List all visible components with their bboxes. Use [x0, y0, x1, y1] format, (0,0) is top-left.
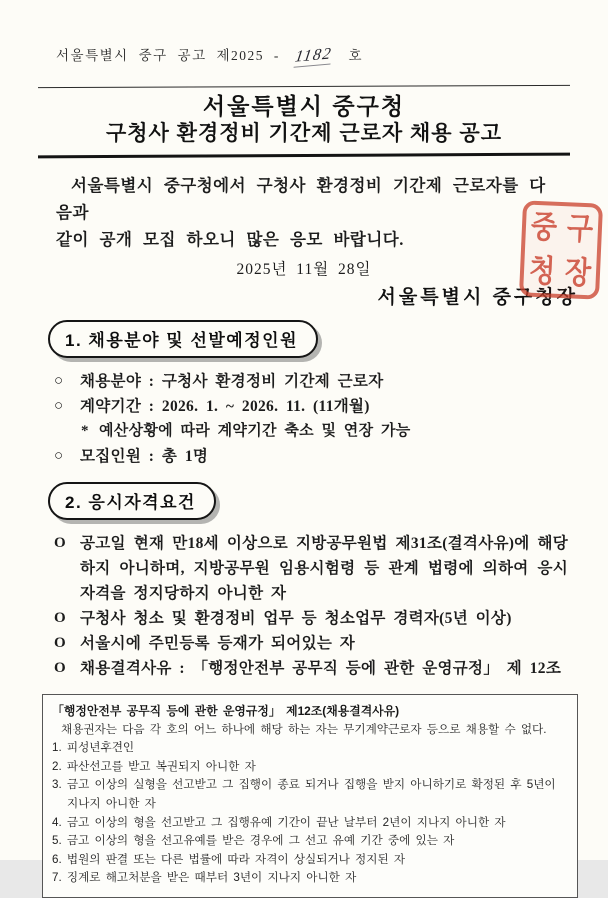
- circle-bullet-icon: O: [54, 660, 66, 676]
- notice-number-prefix: 서울특별시 중구 공고 제2025 -: [56, 48, 280, 63]
- list-subitem: [81, 419, 568, 444]
- circle-bullet-icon: ○: [54, 448, 64, 464]
- intro-line2: 같이 공개 모집 하오니 많은 응모 바랍니다.: [56, 230, 404, 249]
- list-item: [54, 394, 568, 419]
- issuer-signature: 서울특별시 중구청장: [377, 287, 578, 308]
- page-title-line1: 서울특별시 중구청: [202, 93, 406, 119]
- seal-char: 장: [564, 254, 592, 290]
- section2-heading: 2. 응시자격요건: [48, 482, 216, 520]
- seal-char: 청: [528, 252, 556, 289]
- top-rule: [38, 85, 570, 88]
- regulation-excerpt-box: [42, 694, 578, 898]
- bottom-rule: [38, 153, 570, 159]
- section1-heading: 1. 채용분야 및 선발예정인원: [48, 320, 318, 358]
- regulation-item: 6. 법원의 판결 또는 다른 법률에 따라 자격이 상실되거나 정지된 자: [52, 852, 406, 866]
- circle-bullet-icon: O: [54, 610, 66, 626]
- regulation-item: 5. 금고 이상의 형을 선고유예를 받은 경우에 그 선고 유예 기간 중에 있는 자: [52, 834, 455, 848]
- asterisk-bullet-icon: *: [81, 423, 89, 439]
- seal-char: 구: [566, 210, 594, 247]
- section2-list: [54, 531, 568, 681]
- intro-line1: 서울특별시 중구청에서 구청사 환경정비 기간제 근로자를 다음과: [56, 176, 546, 222]
- regulation-item: 1. 피성년후견인: [52, 741, 135, 755]
- regulation-intro: 채용권자는 다음 각 호의 어느 하나에 해당 하는 자는 무기계약근로자 등으로 채용할 수 없다.: [61, 722, 547, 736]
- circle-bullet-icon: ○: [54, 373, 64, 389]
- list-item-text: 계약기간 : 2026. 1. ~ 2026. 11. (11개월): [80, 398, 370, 415]
- seal-char: 중: [530, 208, 558, 245]
- notice-number-suffix: 호: [348, 48, 364, 63]
- list-item-text: 채용분야 : 구청사 환경정비 기간제 근로자: [80, 373, 384, 390]
- regulation-item: 2. 파산선고를 받고 복권되지 아니한 자: [52, 759, 256, 773]
- circle-bullet-icon: O: [54, 635, 66, 651]
- list-item: [54, 606, 568, 631]
- list-item-text: 모집인원 : 총 1명: [80, 448, 209, 465]
- circle-bullet-icon: O: [54, 535, 66, 551]
- title-block: [38, 86, 570, 157]
- list-item-text: 예산상황에 따라 계약기간 축소 및 연장 가능: [99, 423, 411, 439]
- regulation-item: 7. 징계로 해고처분을 받은 때부터 3년이 지나지 아니한 자: [52, 871, 357, 885]
- circle-bullet-icon: ○: [54, 398, 64, 414]
- list-item: [54, 369, 568, 394]
- section1-list: [54, 369, 568, 469]
- list-item-text: 공고일 현재 만18세 이상으로 지방공무원법 제31조(결격사유)에 해당하지 아니하며, 지방공무원 임용시험령 등 관계 법령에 의하여 응시자격을 정지당하지 아니한 자: [80, 535, 568, 602]
- page-title-line2: 구청사 환경정비 기간제 근로자 채용 공고: [105, 122, 503, 145]
- list-item-text: 구청사 청소 및 환경정비 업무 등 청소업무 경력자(5년 이상): [80, 610, 512, 627]
- list-item: [54, 656, 568, 681]
- regulation-title: 「행정안전부 공무직 등에 관한 운영규정」 제12조(채용결격사유): [52, 704, 400, 718]
- list-item: [54, 444, 568, 469]
- regulation-item: 4. 금고 이상의 형을 선고받고 그 집행유예 기간이 끝난 날부터 2년이 지나지 아니한 자: [52, 815, 506, 829]
- notice-number-handwritten: 1182: [293, 45, 333, 68]
- list-item: [54, 631, 568, 656]
- list-item-text: 서울시에 주민등록 등재가 되어있는 자: [80, 635, 356, 652]
- notice-date: 2025년 11월 28일: [236, 261, 372, 278]
- list-item: [54, 531, 568, 606]
- regulation-item: 3. 금고 이상의 실형을 선고받고 그 집행이 종료 되거나 집행을 받지 아니하기로 확정된 후 5년이 지나지 아니한 자: [52, 778, 556, 810]
- notice-number: [0, 0, 608, 66]
- list-item-text: 채용결격사유 : 「행정안전부 공무직 등에 관한 운영규정」 제 12조: [80, 660, 562, 677]
- intro-paragraph: [56, 172, 556, 253]
